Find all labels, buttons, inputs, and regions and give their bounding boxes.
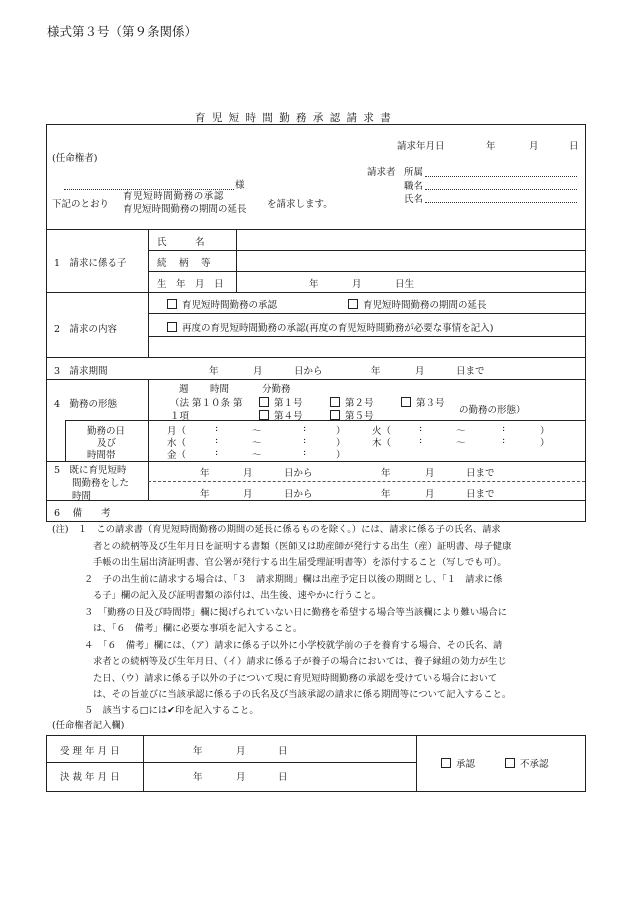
requester-label: 請求者: [367, 167, 396, 178]
rule: [148, 250, 585, 251]
honorific: 様: [235, 180, 245, 191]
time-sep: :: [419, 423, 423, 434]
rule: [46, 762, 416, 763]
option-approval-text: 育児短時間勤務の承認: [182, 300, 278, 311]
position-label: 職名: [404, 181, 424, 192]
form-number: 様式第３号（第９条関係）: [47, 24, 198, 39]
request-year: 年: [486, 141, 496, 152]
sec1-label: 1 請求に係る子: [54, 258, 127, 269]
time-sep: :: [502, 435, 506, 446]
rule: [46, 292, 585, 293]
time-close: ）: [336, 450, 346, 461]
sec5-row1-to: 日まで: [466, 468, 495, 479]
note-4-line-1: ４ 「６ 備考」欄には、（ア）請求に係る子以外に小学校就学前の子を養育する場合、その氏名、請: [84, 640, 503, 651]
sec5-row2-m2: 月: [425, 489, 435, 500]
time-sep: :: [303, 447, 307, 458]
period-from-day: 日から: [294, 366, 323, 377]
sec5-row1-y2: 年: [381, 468, 391, 479]
time-sep: :: [215, 423, 219, 434]
birth-year: 年: [309, 279, 319, 290]
rule: [148, 336, 585, 337]
decided-day: 日: [278, 772, 288, 783]
request-day: 日: [569, 141, 579, 152]
page-title: 育 児 短 時 間 勤 務 承 認 請 求 書: [195, 112, 393, 124]
rule: [416, 735, 417, 791]
received-year: 年: [193, 746, 203, 757]
day-wed: 水（: [167, 438, 187, 449]
sec5-row2-y2: 年: [381, 489, 391, 500]
received-day: 日: [278, 746, 288, 757]
affiliation-line: [425, 176, 577, 177]
decided-label: 決 裁 年 月 日: [60, 772, 120, 783]
child-name-label: 氏 名: [157, 237, 205, 248]
days-label-2: 及び: [97, 438, 117, 449]
sec5-row2-from: 日から: [284, 489, 313, 500]
item3-checkbox[interactable]: [401, 397, 411, 407]
request-month: 月: [529, 141, 539, 152]
option-reapproval[interactable]: [167, 320, 493, 334]
note-4-line-4: は、その旨並びに当該承認に係る子の氏名及び当該承認の請求に係る期間等について記入すること。: [93, 689, 512, 700]
week-label: 週: [179, 384, 189, 395]
sec5-label-3: 時間: [72, 491, 92, 502]
rule: [236, 229, 237, 292]
period-from-year: 年: [209, 366, 219, 377]
disapprove-text: 不承認: [520, 759, 549, 770]
disapprove-checkbox[interactable]: [505, 758, 515, 768]
sec5-row1-m2: 月: [425, 468, 435, 479]
rule: [65, 420, 585, 421]
time-tilde: ～: [456, 438, 466, 449]
approve-checkbox[interactable]: [441, 758, 451, 768]
time-sep: :: [502, 423, 506, 434]
rule: [46, 500, 585, 501]
period-to-year: 年: [371, 366, 381, 377]
option-extension-text: 育児短時間勤務の期間の延長: [363, 300, 487, 311]
purpose-line1: 育児短時間勤務の承認: [123, 191, 225, 202]
time-close: ）: [540, 426, 550, 437]
days-label-1: 勤務の日: [87, 426, 126, 437]
appointer-label: (任命権者): [52, 153, 98, 164]
sec5-row1-y1: 年: [200, 468, 210, 479]
sec5-row2-y1: 年: [200, 489, 210, 500]
item5-text: 第５号: [345, 411, 374, 422]
received-label: 受 理 年 月 日: [60, 746, 120, 757]
item1-checkbox[interactable]: [259, 397, 269, 407]
note-2-line-2: る子」欄の記入及び証明書類の添付は、出生後、速やかに行うこと。: [93, 590, 382, 601]
note-4-line-3: た日、（ウ）請求に係る子以外の子について現に育児短時間勤務の承認を受けている場合において: [93, 673, 498, 684]
law-item-1[interactable]: [259, 395, 303, 409]
extension-checkbox[interactable]: [348, 299, 358, 309]
option-reapproval-text: 再度の育児短時間勤務の承認(再度の育児短時間勤務が必要な事情を記入): [182, 323, 494, 334]
purpose-line2: 育児短時間勤務の期間の延長: [123, 204, 247, 215]
sec2-label: 2 請求の内容: [54, 324, 118, 335]
note-3-line-1: ３ 「勤務の日及び時間帯」欄に掲げられていない日に勤務を希望する場合等当該欄により難い場合に: [84, 607, 508, 618]
note-4-line-2: 求者との続柄等及び生年月日、（イ）請求に係る子が養子の場合においては、養子縁組の効力が生じ: [93, 656, 507, 667]
period-to-month: 月: [415, 366, 425, 377]
rule: [148, 481, 585, 482]
note-5: ５ 該当する□には✔印を記入すること。: [84, 705, 259, 716]
received-month: 月: [236, 746, 246, 757]
rule: [148, 229, 149, 357]
note-1-line-1: (注) １ この請求書（育児短時間勤務の期間の延長に係るものを除く。）には、請求に係る子の氏名、請求: [52, 524, 501, 535]
decided-year: 年: [193, 772, 203, 783]
approval-checkbox[interactable]: [167, 299, 177, 309]
item4-checkbox[interactable]: [259, 410, 269, 420]
law-item-4[interactable]: [259, 408, 303, 422]
position-line: [425, 189, 577, 190]
period-to-day: 日まで: [456, 366, 485, 377]
sec3-label: 3 請求期間: [54, 366, 108, 377]
option-approval[interactable]: [167, 297, 277, 311]
minutes-label: 分勤務: [262, 384, 291, 395]
name-label: 氏名: [404, 194, 424, 205]
law-suffix: の勤務の形態）: [459, 405, 526, 416]
time-tilde: ～: [252, 450, 262, 461]
sec5-row1-m1: 月: [243, 468, 253, 479]
rule: [148, 271, 585, 272]
note-3-line-2: は、「６ 備考」欄に必要な事項を記入すること。: [93, 623, 303, 634]
days-label-3: 時間帯: [87, 450, 116, 461]
time-close: ）: [336, 438, 346, 449]
birth-day: 日生: [395, 279, 415, 290]
rule: [148, 313, 585, 314]
request-date-label: 請求年月日: [397, 141, 445, 152]
law-prefix: （法 第１０条 第: [170, 398, 243, 409]
law-item-3[interactable]: [401, 395, 445, 409]
appointer-section-label: (任命権者記入欄): [52, 720, 125, 731]
item1-text: 第１号: [274, 398, 303, 409]
sec5-row2-to: 日まで: [466, 489, 495, 500]
sec5-row2-m1: 月: [243, 489, 253, 500]
item5-checkbox[interactable]: [330, 410, 340, 420]
day-mon: 月（: [167, 426, 187, 437]
decided-month: 月: [236, 772, 246, 783]
time-sep: :: [303, 423, 307, 434]
disapprove-option[interactable]: [505, 756, 549, 770]
period-from-month: 月: [253, 366, 263, 377]
intro-suffix: を請求します。: [267, 199, 333, 210]
note-2-line-1: ２ 子の出生前に請求する場合は、「３ 請求期間」欄は出産予定日以後の期間とし、「１ 請求に係: [84, 574, 503, 585]
time-tilde: ～: [252, 438, 262, 449]
child-birth-label: 生 年 月 日: [157, 279, 224, 290]
name-line: [425, 202, 577, 203]
rule: [46, 461, 585, 462]
sec4-label: 4 勤務の形態: [54, 399, 118, 410]
item3-text: 第３号: [416, 398, 445, 409]
time-tilde: ～: [252, 426, 262, 437]
approve-option[interactable]: [441, 756, 475, 770]
sec5-label-2: 間勤務をした: [72, 478, 130, 489]
item2-text: 第２号: [345, 398, 374, 409]
day-thu: 木（: [372, 438, 392, 449]
sec5-label-1: 5 既に育児短時: [54, 465, 127, 476]
note-1-line-2: 者との続柄等及び生年月日を証明する書類（医師又は助産師が発行する出生（産）証明書、母子健康: [93, 541, 512, 552]
time-sep: :: [215, 447, 219, 458]
time-sep: :: [215, 435, 219, 446]
rule: [65, 420, 66, 461]
item4-text: 第４号: [274, 411, 303, 422]
item2-checkbox[interactable]: [330, 397, 340, 407]
time-close: ）: [540, 438, 550, 449]
child-relation-label: 続 柄 等: [157, 258, 211, 269]
option-extension[interactable]: [348, 297, 487, 311]
time-tilde: ～: [456, 426, 466, 437]
rule: [46, 357, 585, 358]
approve-text: 承認: [456, 759, 476, 770]
time-sep: :: [419, 435, 423, 446]
law-item-2[interactable]: [330, 395, 374, 409]
sec5-row1-from: 日から: [284, 468, 313, 479]
birth-month: 月: [352, 279, 362, 290]
intro-prefix: 下記のとおり: [52, 199, 110, 210]
time-close: ）: [336, 426, 346, 437]
day-tue: 火（: [372, 426, 392, 437]
rule: [46, 379, 585, 380]
time-sep: :: [303, 435, 307, 446]
law-item-suffix: １項: [170, 411, 190, 422]
law-item-5[interactable]: [330, 408, 374, 422]
rule: [46, 229, 585, 230]
hours-label: 時間: [210, 384, 230, 395]
note-1-line-3: 手帳の出生届出済証明書、官公署が発行する出生届受理証明書等）を添付すること（写しでも可）。: [93, 557, 507, 568]
sec6-label: 6 備 考: [54, 508, 111, 519]
day-fri: 金（: [167, 450, 187, 461]
affiliation-label: 所属: [404, 167, 424, 178]
rule: [143, 735, 144, 791]
reapproval-checkbox[interactable]: [167, 322, 177, 332]
